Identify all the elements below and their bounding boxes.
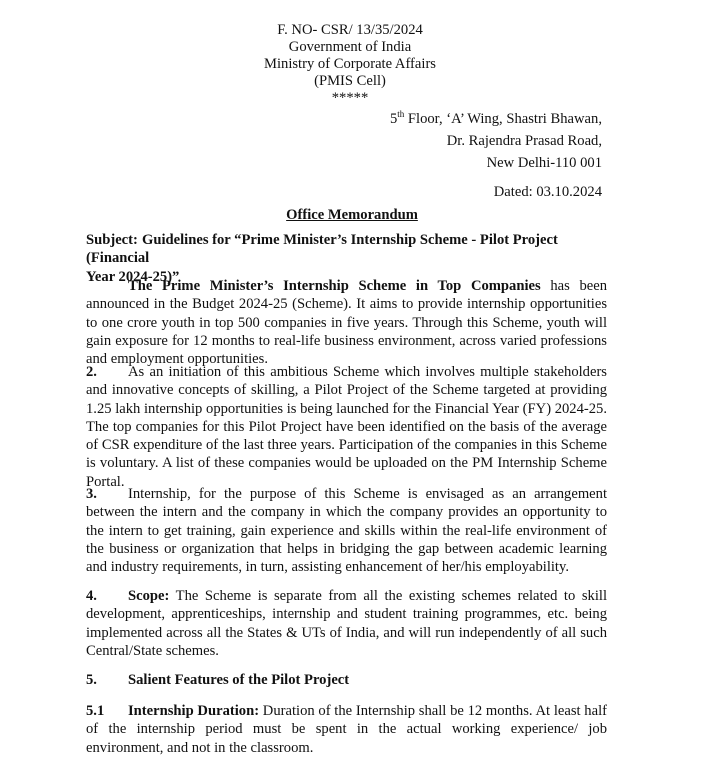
floor-rest: Floor, ‘A’ Wing, Shastri Bhawan, xyxy=(404,111,602,127)
paragraph-4-number: 4. xyxy=(86,588,97,604)
file-number: F. NO- CSR/ 13/35/2024 xyxy=(277,22,423,38)
address-road: Dr. Rajendra Prasad Road, xyxy=(446,133,602,149)
paragraph-3-number: 3. xyxy=(86,486,97,502)
section-5-number: 5. xyxy=(86,672,97,688)
address-city: New Delhi-110 001 xyxy=(486,155,602,171)
paragraph-2-text: As an initiation of this ambitious Scheme which involves multiple stakeholders and innovative concepts of skilling, a Pilot Project of the Scheme targeted at providing 1.25 lakh internship opportunities is being launched for the Financial Year (FY) 2024-25. The top companies for this Pilot Project have been identified on the basis of the average of CSR expenditure of the last three years. Participation of the companies in this Scheme is voluntary. A list of these companies would be uploaded on the PM Internship Scheme Portal. xyxy=(86,364,607,490)
paragraph-1-bold: The Prime Minister’s Internship Scheme in Top Companies xyxy=(128,278,541,294)
subject-label: Subject: xyxy=(86,232,138,248)
paragraph-5-1 xyxy=(86,702,607,757)
section-5-heading xyxy=(86,671,607,689)
document-header xyxy=(200,22,500,107)
ministry-line: Ministry of Corporate Affairs xyxy=(264,56,436,72)
paragraph-1 xyxy=(86,277,607,368)
subject-text-line1: Guidelines for “Prime Minister’s Internship Scheme - Pilot Project (Financial xyxy=(86,232,558,267)
paragraph-4-text: The Scheme is separate from all the existing schemes related to skill development, apprenticeships, internship and student training programmes, etc. being implemented across all the States & UTs of India, and will run independently of all such Central/State schemes. xyxy=(86,588,607,659)
paragraph-2-number: 2. xyxy=(86,364,97,380)
paragraph-5-1-text: Duration of the Internship shall be 12 months. At least half of the internship period must be spent in the actual working experience/ job environment, and not in the classroom. xyxy=(86,703,607,756)
floor-superscript: th xyxy=(397,109,405,120)
paragraph-4-label: Scope: xyxy=(128,588,170,604)
address-floor xyxy=(380,108,602,130)
paragraph-4 xyxy=(86,587,607,660)
government-line: Government of India xyxy=(288,39,412,55)
subject-text-line2: Year 2024-25)” xyxy=(86,268,180,285)
office-address xyxy=(380,108,602,174)
paragraph-3-text: Internship, for the purpose of this Scheme is envisaged as an arrangement between the intern and the company in which the company provides an opportunity to the intern to get training, gain experience and skills within the real-life environment of the business or organization that helps in bridging the gap between academic learning and industry requirements, in turn, assisting enhancement of her/his employability. xyxy=(86,486,607,576)
floor-number: 5 xyxy=(389,111,398,127)
paragraph-3 xyxy=(86,485,607,576)
paragraph-2 xyxy=(86,363,607,491)
paragraph-1-text: has been announced in the Budget 2024-25 (Scheme). It aims to provide internship opportunities to one crore youth in top 500 companies in five years. Through this Scheme, youth will gain exposure for 12 months to real-life business environment, across varied professions and employment opportunities. xyxy=(86,278,607,368)
cell-line: (PMIS Cell) xyxy=(314,73,386,89)
paragraph-5-1-number: 5.1 xyxy=(86,703,105,719)
date-line: Dated: 03.10.2024 xyxy=(493,184,602,200)
section-5-title: Salient Features of the Pilot Project xyxy=(128,672,350,688)
memo-title: Office Memorandum xyxy=(286,207,418,223)
paragraph-5-1-label: Internship Duration: xyxy=(128,703,260,719)
header-stars: ***** xyxy=(331,90,369,106)
